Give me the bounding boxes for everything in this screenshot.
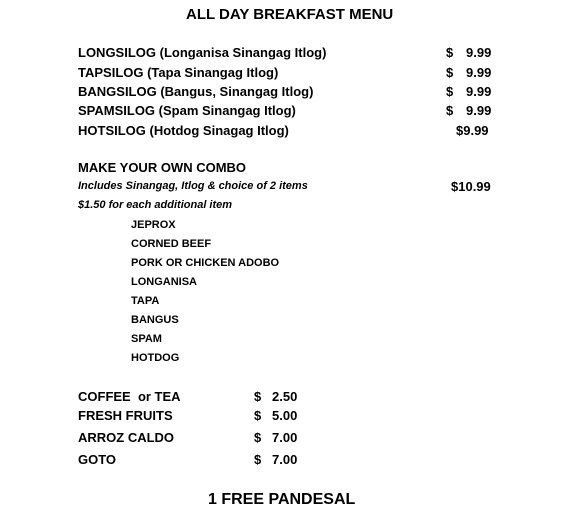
combo-option: HOTDOG xyxy=(131,352,180,364)
footer-note: 1 FREE PANDESAL xyxy=(208,491,356,508)
price-currency: $ xyxy=(254,408,262,423)
price-amount: 9.99 xyxy=(466,65,492,80)
combo-option: JEPROX xyxy=(131,219,176,231)
price-amount: 9.99 xyxy=(466,103,492,118)
menu-item-fresh-fruits: FRESH FRUITS xyxy=(78,408,173,423)
combo-includes: Includes Sinangag, Itlog & choice of 2 items xyxy=(78,180,308,192)
combo-option: TAPA xyxy=(131,295,160,307)
price-currency: $ xyxy=(446,45,454,60)
combo-option: CORNED BEEF xyxy=(131,238,212,250)
combo-heading: MAKE YOUR OWN COMBO xyxy=(78,160,247,175)
combo-option: PORK OR CHICKEN ADOBO xyxy=(131,257,280,269)
price-currency: $ xyxy=(446,84,454,99)
price-amount: 7.00 xyxy=(272,452,298,467)
combo-option: BANGUS xyxy=(131,314,179,326)
menu-title: ALL DAY BREAKFAST MENU xyxy=(186,6,394,23)
menu-item-bangsilog: BANGSILOG (Bangus, Sinangag Itlog) xyxy=(78,84,314,99)
menu-item-longsilog: LONGSILOG (Longanisa Sinangag Itlog) xyxy=(78,45,327,60)
menu-item-arroz-caldo: ARROZ CALDO xyxy=(78,430,175,445)
combo-additional: $1.50 for each additional item xyxy=(78,199,233,211)
menu-item-goto: GOTO xyxy=(78,452,117,467)
price-currency: $ xyxy=(254,389,262,404)
menu-item-tapsilog: TAPSILOG (Tapa Sinangag Itlog) xyxy=(78,65,279,80)
price-currency: $ xyxy=(254,430,262,445)
price-amount: 9.99 xyxy=(466,84,492,99)
price-currency: $ xyxy=(446,103,454,118)
price-currency: $ xyxy=(446,65,454,80)
combo-price: $10.99 xyxy=(451,179,491,194)
price: $9.99 xyxy=(456,123,489,138)
menu-item-hotsilog: HOTSILOG (Hotdog Sinagag Itlog) xyxy=(78,123,289,138)
price-amount: 9.99 xyxy=(466,45,492,60)
price-amount: 2.50 xyxy=(272,389,298,404)
menu-item-coffee-tea: COFFEE or TEA xyxy=(78,389,181,404)
price-amount: 5.00 xyxy=(272,408,298,423)
combo-option: LONGANISA xyxy=(131,276,197,288)
combo-option: SPAM xyxy=(131,333,162,345)
price-currency: $ xyxy=(254,452,262,467)
menu-item-spamsilog: SPAMSILOG (Spam Sinangag Itlog) xyxy=(78,103,296,118)
price-amount: 7.00 xyxy=(272,430,298,445)
